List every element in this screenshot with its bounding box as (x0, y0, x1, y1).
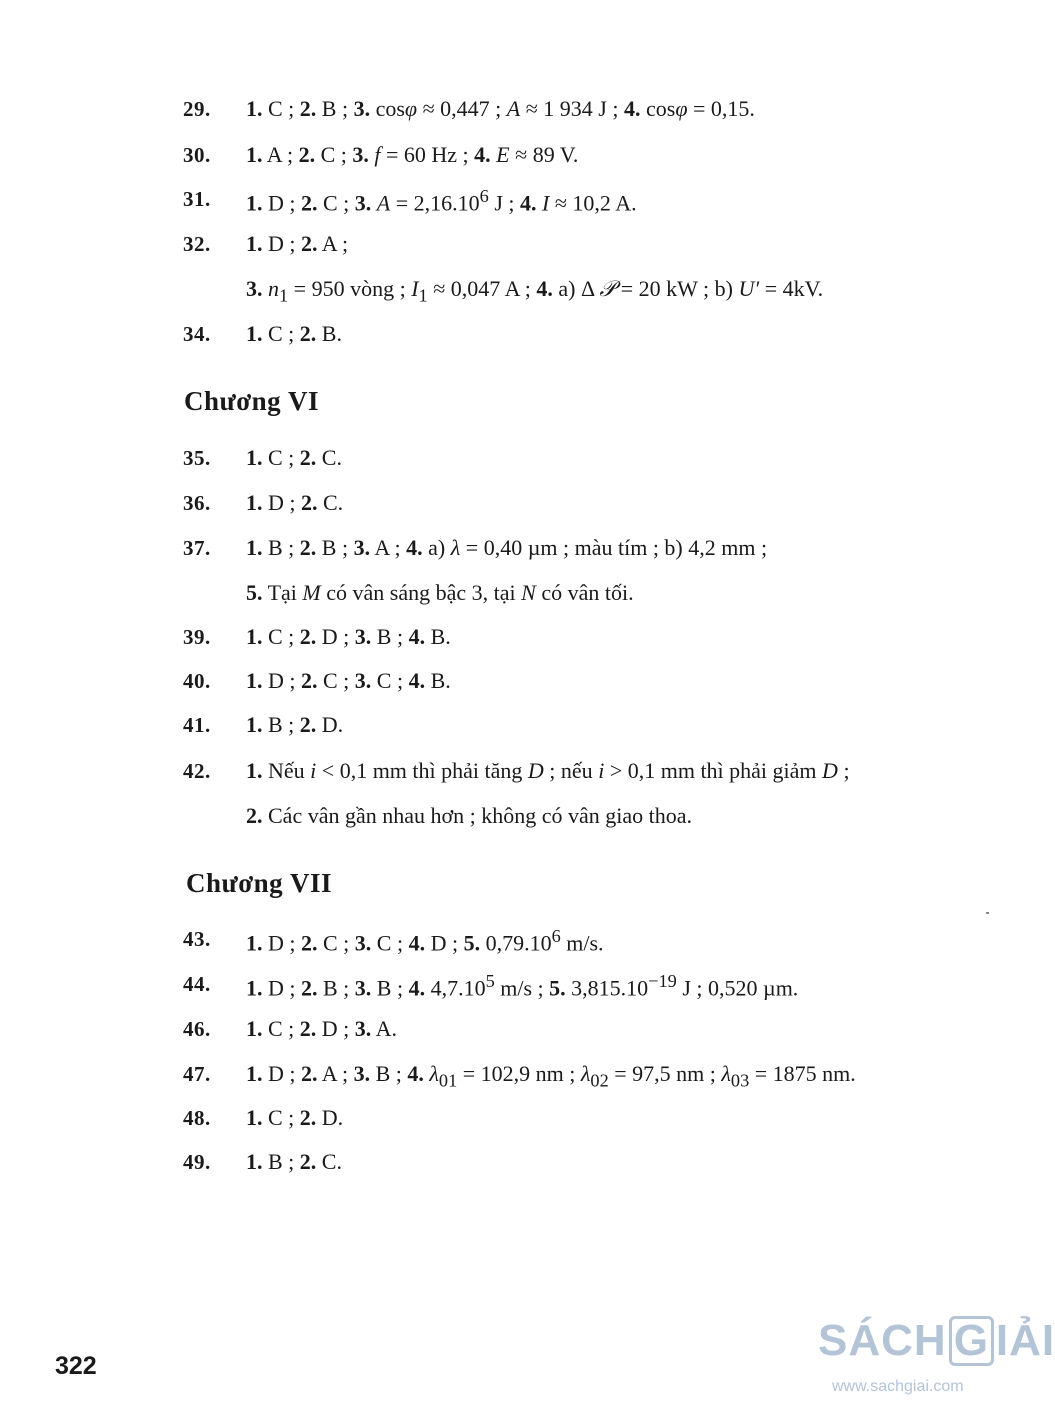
question-number: 47. (183, 1062, 211, 1086)
answer-line: 1. B ; 2. D. (246, 712, 344, 737)
answer-line: 1. B ; 2. C. (246, 1149, 342, 1174)
answer-line: 1. C ; 2. C. (246, 445, 342, 470)
question-number: 36. (183, 491, 211, 515)
watermark-logo (818, 1316, 1055, 1408)
question-number: 43. (183, 927, 211, 951)
answer-line: 1. D ; 2. C ; 3. C ; 4. D ; 5. 0,79.10$^6$ m/s. (246, 926, 604, 956)
question-number: 39. (183, 625, 211, 649)
answer-line: 1. D ; 2. C ; 3. $A = 2,16.10^6$ J ; 4. I ≈ 10,2 A. (246, 186, 637, 216)
heading-chapter-6: Chương VI (184, 386, 319, 416)
answer-line: 1. D ; 2. A ; (246, 231, 349, 256)
question-number: 31. (183, 187, 211, 211)
question-number: 49. (183, 1150, 211, 1174)
watermark-url: www.sachgiai.com (832, 1378, 964, 1395)
answer-line: 2. Các vân gần nhau hơn ; không có vân giao thoa. (246, 803, 693, 828)
answer-line: 3. $n_1 = 950$ vòng ; $I_1 \approx 0,047$ A ; 4. a) Δ 𝒫 = 20 kW ; b) U′ = 4kV. (246, 276, 824, 306)
answer-line: 5. Tại M có vân sáng bậc 3, tại N có vân tối. (246, 580, 634, 605)
question-number: 32. (183, 232, 211, 256)
question-number: 35. (183, 446, 211, 470)
answer-line: 1. C ; 2. D ; 3. A. (246, 1016, 397, 1041)
answer-line: 1. B ; 2. B ; 3. A ; 4. a) λ = 0,40 µm ; màu tím ; b) 4,2 mm ; (246, 535, 768, 560)
answer-line: 1. C ; 2. B ; 3. cosφ ≈ 0,447 ; A ≈ 1 934 J ; 4. cosφ = 0,15. (246, 96, 755, 121)
question-number: 29. (183, 97, 211, 121)
page-number: 322 (55, 1352, 97, 1380)
heading-chapter-7: Chương VII (186, 868, 332, 898)
question-number: 40. (183, 669, 211, 693)
answer-line: 1. D ; 2. B ; 3. B ; 4. 4,7.10$^5$ m/s ; 5. $3,815.10^{-19}$ J ; 0,520 µm. (246, 971, 799, 1001)
answer-line: 1. D ; 2. C ; 3. C ; 4. B. (246, 668, 451, 693)
speck (986, 912, 989, 914)
answer-line: 1. C ; 2. B. (246, 321, 342, 346)
question-number: 42. (183, 759, 211, 783)
watermark-box-letter: G (949, 1316, 994, 1366)
question-number: 48. (183, 1106, 211, 1130)
question-number: 30. (183, 143, 211, 167)
question-number: 41. (183, 713, 211, 737)
watermark-text-left: SÁCH (818, 1316, 947, 1365)
answer-line: 1. D ; 2. A ; 3. B ; 4. $\lambda_{01} = 102,9$ nm ; $\lambda_{02} = 97,5$ nm ; $\lambda_{03} = 1875$ nm. (246, 1061, 856, 1091)
answer-line: 1. Nếu i < 0,1 mm thì phải tăng D ; nếu i > 0,1 mm thì phải giảm D ; (246, 758, 850, 783)
answer-line: 1. D ; 2. C. (246, 490, 344, 515)
answer-line: 1. C ; 2. D ; 3. B ; 4. B. (246, 624, 451, 649)
watermark-text-right: IẢI (995, 1316, 1055, 1365)
question-number: 46. (183, 1017, 211, 1041)
answer-line: 1. A ; 2. C ; 3. f = 60 Hz ; 4. E ≈ 89 V. (246, 142, 579, 167)
question-number: 44. (183, 972, 211, 996)
answer-line: 1. C ; 2. D. (246, 1105, 344, 1130)
question-number: 34. (183, 322, 211, 346)
question-number: 37. (183, 536, 211, 560)
